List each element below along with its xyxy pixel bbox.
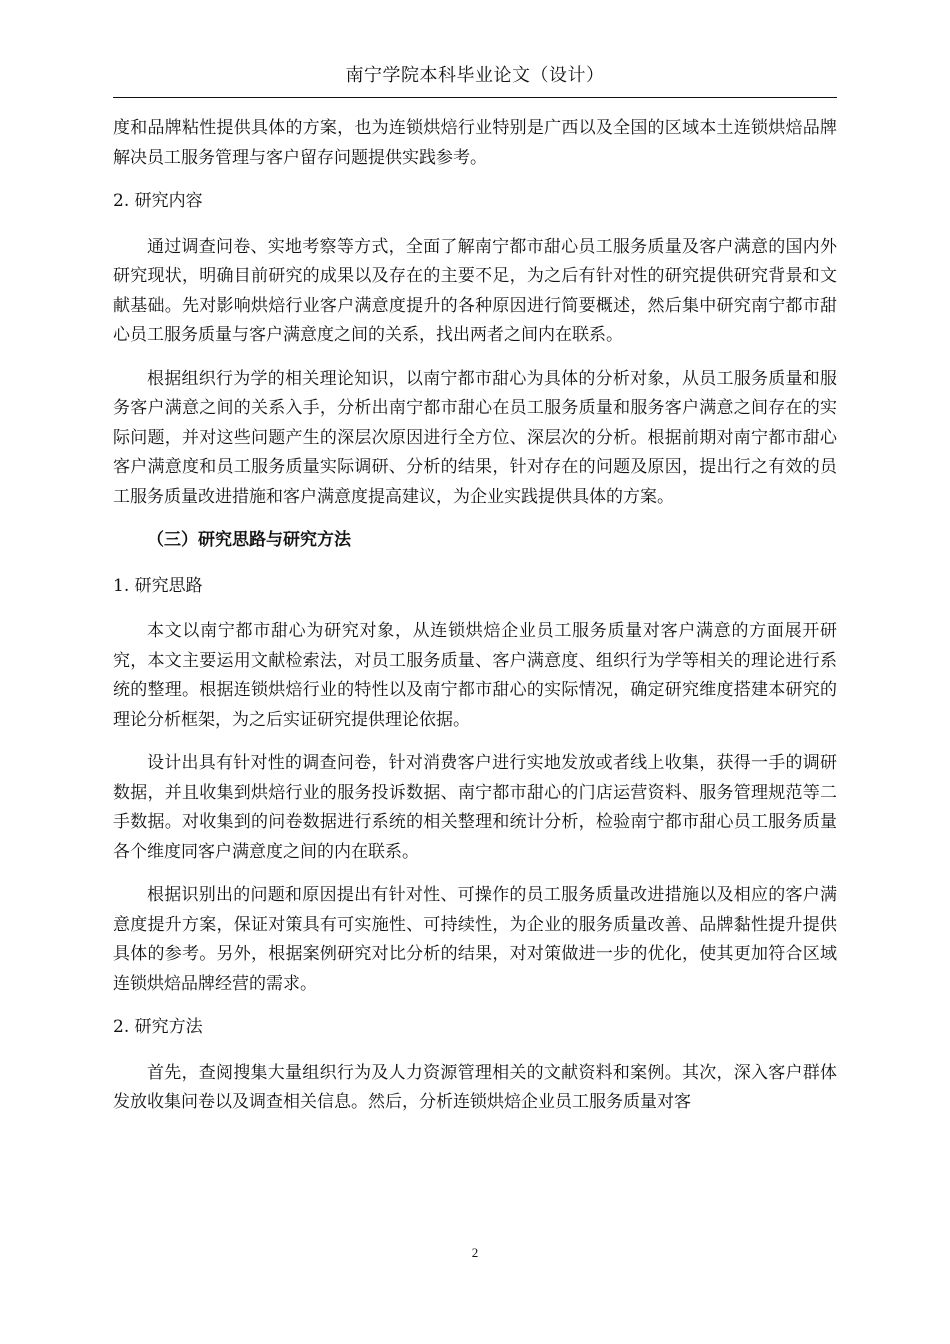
subheading-research-methods: 2. 研究方法 xyxy=(113,1017,203,1037)
paragraph-research-approach-3: 根据识别出的问题和原因提出有针对性、可操作的员工服务质量改进措施以及相应的客户满意度提升方案，保证对策具有可实施性、可持续性，为企业的服务质量改善、品牌黏性提升提供具体的参考。另外，根据案例研究对比分析的结果，对对策做进一步的优化，使其更加符合区域连锁烘焙品牌经营的需求。 xyxy=(113,885,837,994)
document-body xyxy=(113,114,837,1132)
subheading-research-approach: 1. 研究思路 xyxy=(113,575,203,596)
header-divider xyxy=(113,97,837,98)
section-title-approach-methods: （三）研究思路与研究方法 xyxy=(147,530,351,550)
page-header-title: 南宁学院本科毕业论文（设计） xyxy=(345,65,605,86)
paragraph-research-approach-1: 本文以南宁都市甜心为研究对象，从连锁烘焙企业员工服务质量对客户满意的方面展开研究，本文主要运用文献检索法，对员工服务质量、客户满意度、组织行为学等相关的理论进行系统的整理。根据连锁烘焙行业的特性以及南宁都市甜心的实际情况，确定研究维度搭建本研究的理论分析框架，为之后实证研究提供理论依据。 xyxy=(113,621,837,730)
paragraph-research-methods-1: 首先，查阅搜集大量组织行为及人力资源管理相关的文献资料和案例。其次，深入客户群体发放收集问卷以及调查相关信息。然后，分析连锁烘焙企业员工服务质量对客 xyxy=(113,1062,837,1112)
paragraph-research-approach-2: 设计出具有针对性的调查问卷，针对消费客户进行实地发放或者线上收集，获得一手的调研数据，并且收集到烘焙行业的服务投诉数据、南宁都市甜心的门店运营资料、服务管理规范等二手数据。对收集到的问卷数据进行系统的相关整理和统计分析，检验南宁都市甜心员工服务质量各个维度同客户满意度之间的内在联系。 xyxy=(113,753,837,862)
paragraph-continued: 度和品牌粘性提供具体的方案，也为连锁烘焙行业特别是广西以及全国的区域本土连锁烘焙品牌解决员工服务管理与客户留存问题提供实践参考。 xyxy=(113,118,837,168)
subheading-research-content: 2. 研究内容 xyxy=(113,191,203,211)
page-number: 2 xyxy=(471,1245,479,1260)
paragraph-research-content-2: 根据组织行为学的相关理论知识，以南宁都市甜心为具体的分析对象，从员工服务质量和服务客户满意之间的关系入手，分析出南宁都市甜心在员工服务质量和服务客户满意之间存在的实际问题，并对这些问题产生的深层次原因进行全方位、深层次的分析。根据前期对南宁都市甜心客户满意度和员工服务质量实际调研、分析的结果，针对存在的问题及原因，提出行之有效的员工服务质量改进措施和客户满意度提高建议，为企业实践提供具体的方案。 xyxy=(113,368,837,507)
paragraph-research-content-1: 通过调查问卷、实地考察等方式，全面了解南宁都市甜心员工服务质量及客户满意的国内外研究现状，明确目前研究的成果以及存在的主要不足，为之后有针对性的研究提供研究背景和文献基础。先对影响烘焙行业客户满意度提升的各种原因进行简要概述，然后集中研究南宁都市甜心员工服务质量与客户满意度之间的关系，找出两者之间内在联系。 xyxy=(113,236,837,345)
